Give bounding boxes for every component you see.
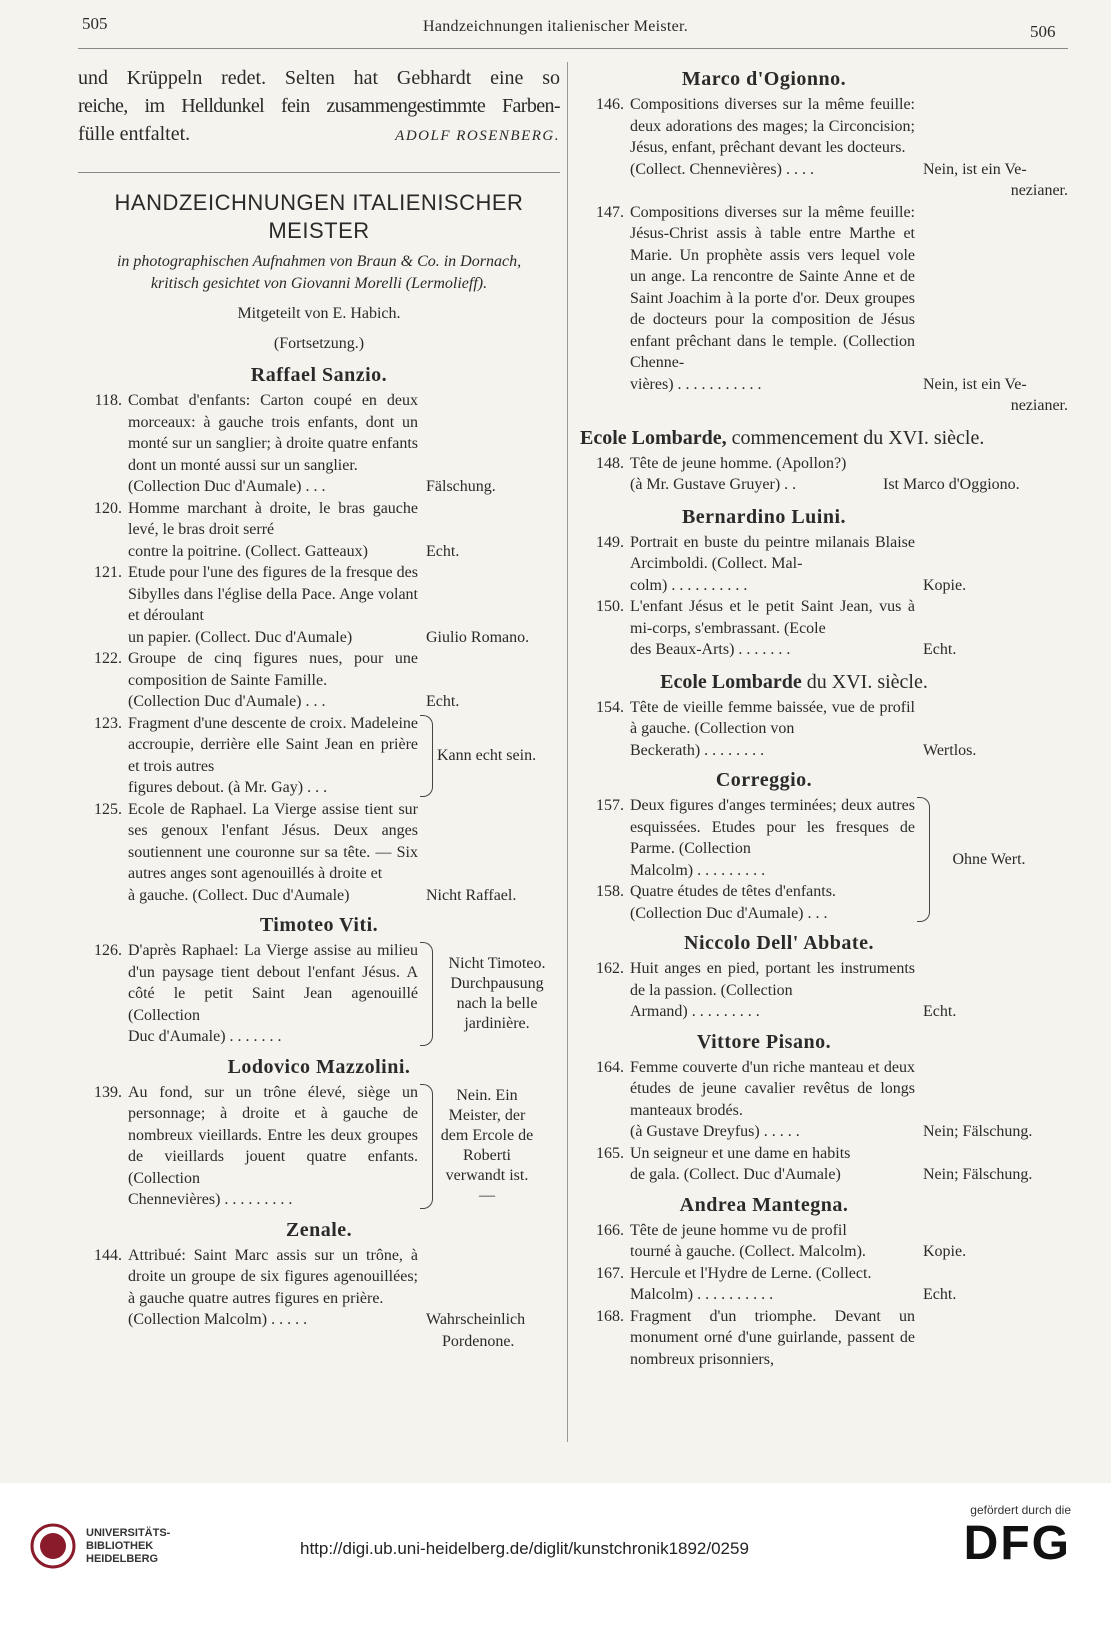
school-name: Ecole Lombarde, bbox=[580, 426, 727, 449]
left-page-number: 505 bbox=[82, 14, 108, 33]
entry-verdict: Echt. bbox=[923, 1003, 957, 1020]
entry-verdict: Echt. bbox=[426, 693, 460, 710]
library-logo[interactable] bbox=[30, 1523, 170, 1569]
entry-number: 164. bbox=[596, 1058, 624, 1076]
entry-verdict: Echt. bbox=[923, 1286, 957, 1303]
entry-verdict: nezianer. bbox=[1010, 397, 1068, 414]
column-divider bbox=[567, 62, 568, 1442]
entry-source: un papier. (Collect. Duc d'Aumale) bbox=[128, 628, 353, 646]
entry-source: (Collection Duc d'Aumale) . . . bbox=[128, 693, 326, 710]
entry-source: Malcolm) . . . . . . . . . . bbox=[630, 1286, 774, 1303]
library-name-line: BIBLIOTHEK bbox=[86, 1539, 154, 1552]
catalog-entry bbox=[78, 562, 560, 648]
entry-source: tourné à gauche. (Collect. Malcolm). bbox=[630, 1243, 866, 1260]
intro-line: reiche, im Helldunkel fein zusammengestimmte Farben- bbox=[78, 95, 560, 117]
article-subtitle: kritisch gesichtet von Giovanni Morelli (Lermolieff). bbox=[150, 275, 488, 292]
catalog-entry bbox=[580, 202, 1068, 417]
author-signature: ADOLF ROSENBERG. bbox=[395, 128, 560, 144]
entry-number: 150. bbox=[596, 598, 624, 615]
entry-verdict: Kopie. bbox=[923, 1243, 967, 1260]
entry-text: Au fond, sur un trône élevé, siège un personnage; à droite et à gauche de nombreux vieillards. Entre les deux groupes de vieillards jouent quatre enfants. (Collection bbox=[128, 1083, 418, 1187]
catalog-entry bbox=[580, 697, 1068, 762]
entry-verdict: Echt. bbox=[923, 641, 957, 658]
entry-text: Attribué: Saint Marc assis sur un trône, à droite un groupe de six figures agenouillées; à gauche quatre autres figures en prière. bbox=[128, 1246, 418, 1307]
entry-number: 139. bbox=[94, 1083, 122, 1101]
school-name: Ecole Lombarde bbox=[660, 670, 802, 693]
catalog-entry bbox=[580, 881, 915, 924]
entry-source: de gala. (Collect. Duc d'Aumale) bbox=[630, 1166, 841, 1183]
entry-verdict: Kann echt sein. bbox=[437, 746, 537, 764]
entry-text: Fragment d'une descente de croix. Madeleine accroupie, derrière elle Saint Jean en prière et trois autres bbox=[128, 714, 418, 775]
article-title: MEISTER bbox=[268, 218, 370, 243]
intro-line: fülle entfaltet. bbox=[78, 123, 191, 145]
entry-verdict: Ist Marco d'Oggiono. bbox=[883, 476, 1020, 493]
university-seal-icon bbox=[30, 1523, 76, 1569]
entry-verdict: Wertlos. bbox=[923, 741, 977, 759]
communicated-by: Mitgeteilt von E. Habich. bbox=[237, 305, 401, 322]
funded-by-text: gefördert durch die bbox=[970, 1503, 1071, 1517]
entry-source: à gauche. (Collect. Duc d'Aumale) bbox=[128, 886, 350, 904]
entry-source: figures debout. (à Mr. Gay) . . . bbox=[128, 779, 328, 796]
entry-verdict: Nein. Ein Meister, der dem Ercole de Roberti verwandt ist. — bbox=[440, 1087, 534, 1204]
entry-text: Tête de jeune homme vu de profil bbox=[630, 1221, 847, 1239]
entry-source: (Collection Duc d'Aumale) . . . bbox=[630, 904, 828, 922]
header-rule bbox=[78, 48, 1068, 49]
running-header: Handzeichnungen italienischer Meister. bbox=[423, 18, 689, 35]
entry-number: 157. bbox=[596, 797, 624, 814]
catalog-entry bbox=[78, 648, 560, 713]
entry-number: 167. bbox=[596, 1264, 624, 1282]
brace bbox=[420, 715, 433, 797]
catalog-entry bbox=[580, 596, 1068, 661]
article-subtitle: in photographischen Aufnahmen von Braun & Co. in Dornach, bbox=[116, 253, 522, 270]
artist-heading: Raffael Sanzio. bbox=[250, 364, 388, 386]
entry-verdict: Nicht Raffael. bbox=[426, 886, 517, 904]
entry-text: Compositions diverses sur la même feuille: Jésus-Christ assis à table entre Marthe et Marie. Un prophète assis vers lequel vole un ange. La rencontre de Sainte Anne et de Saint Joachim à la porte d'or. Deux groupes de docteurs pour la composition de Jésus enfant prêchant dans le temple. (Collection Chenne- bbox=[630, 203, 915, 371]
entry-verdict: Wahrscheinlich bbox=[426, 1311, 526, 1328]
entry-text: Tête de vieille femme baissée, vue de profil à gauche. (Collection von bbox=[630, 698, 915, 737]
left-column bbox=[78, 64, 560, 1352]
entry-text: Combat d'enfants: Carton coupé en deux morceaux: à gauche trois enfants, dont un monté sur un sanglier; à droite quatre enfants dont un monté aussi sur un sanglier. bbox=[128, 392, 418, 474]
entry-text: Deux figures d'anges terminées; deux autres esquissées. Etudes pour les fresques de Parme. (Collection bbox=[630, 797, 915, 857]
entry-verdict: Nein, ist ein Ve- bbox=[923, 375, 1027, 393]
library-name-line: HEIDELBERG bbox=[86, 1552, 159, 1565]
entry-source: (Collection Malcolm) . . . . . bbox=[128, 1311, 308, 1328]
catalog-entry bbox=[580, 1220, 1068, 1263]
entry-text: Groupe de cinq figures nues, pour une composition de Sainte Famille. bbox=[128, 650, 418, 689]
entry-source: contre la poitrine. (Collect. Gatteaux) bbox=[128, 542, 368, 560]
entry-text: Un seigneur et une dame en habits bbox=[630, 1144, 851, 1162]
entry-number: 144. bbox=[94, 1246, 122, 1264]
right-page-number: 506 bbox=[1030, 22, 1056, 41]
entry-text: L'enfant Jésus et le petit Saint Jean, vus à mi-corps, s'embrassant. (Ecole bbox=[630, 598, 915, 637]
catalog-entry bbox=[580, 94, 1068, 202]
entry-text: Tête de jeune homme. (Apollon?) bbox=[630, 454, 847, 472]
artist-heading: Bernardino Luini. bbox=[681, 505, 847, 528]
entry-text: Portrait en buste du peintre milanais Blaise Arcimboldi. (Collect. Mal- bbox=[630, 533, 915, 572]
catalog-entry bbox=[78, 1245, 560, 1353]
intro-line: und Krüppeln redet. Selten hat Gebhardt eine so bbox=[78, 67, 560, 89]
entry-text: Homme marchant à droite, le bras gauche levé, le bras droit serré bbox=[128, 499, 418, 538]
entry-text: Ecole de Raphael. La Vierge assise tient sur ses genoux l'enfant Jésus. Deux anges soutiennent une couronne sur sa tête. — Six autres anges sont agenouillés à droite et bbox=[128, 800, 418, 882]
entry-text: Huit anges en pied, portant les instruments de la passion. (Collection bbox=[630, 960, 915, 999]
artist-heading: Andrea Mantegna. bbox=[679, 1193, 849, 1216]
article-title: HANDZEICHNUNGEN ITALIENISCHER bbox=[114, 190, 524, 215]
entry-verdict: Echt. bbox=[426, 542, 460, 560]
brace bbox=[420, 1084, 433, 1209]
entry-source: (Collection Duc d'Aumale) . . . bbox=[128, 478, 326, 495]
entry-source: Malcolm) . . . . . . . . . bbox=[630, 861, 766, 879]
catalog-entry bbox=[580, 1306, 1068, 1371]
entry-text: Femme couverte d'un riche manteau et deux études de jeune cavalier revêtus de longs manteaux brodés. bbox=[630, 1058, 915, 1119]
brace bbox=[917, 797, 930, 922]
catalog-entry bbox=[580, 532, 1068, 597]
digitization-footer bbox=[0, 1483, 1111, 1626]
entry-source: colm) . . . . . . . . . . bbox=[630, 576, 748, 594]
entry-verdict: Kopie. bbox=[923, 576, 967, 594]
source-url[interactable]: http://digi.ub.uni-heidelberg.de/diglit/kunstchronik1892/0259 bbox=[300, 1539, 749, 1558]
entry-number: 165. bbox=[596, 1144, 624, 1162]
entry-number: 118. bbox=[94, 392, 122, 409]
entry-number: 149. bbox=[596, 533, 624, 551]
entry-text: D'après Raphael: La Vierge assise au milieu d'un paysage tient debout l'enfant Jésus. A côté le petit Saint Jean agenouillé (Collection bbox=[128, 942, 418, 1024]
entry-source: (Collect. Chennevières) . . . . bbox=[630, 160, 814, 178]
artist-heading: Timoteo Viti. bbox=[259, 914, 379, 936]
entry-source: (à Mr. Gustave Gruyer) . . bbox=[630, 476, 797, 493]
continued-note: (Fortsetzung.) bbox=[273, 334, 365, 352]
school-heading bbox=[580, 667, 1068, 697]
entry-verdict: Giulio Romano. bbox=[426, 628, 530, 646]
entry-verdict: Fälschung. bbox=[426, 478, 496, 495]
entry-verdict: Pordenone. bbox=[442, 1332, 515, 1350]
catalog-entry bbox=[78, 713, 560, 799]
entry-text: Etude pour l'une des figures de la fresque des Sibylles dans l'église della Pace. Ange volant et déroulant bbox=[128, 564, 418, 624]
entry-text: Quatre études de têtes d'enfants. bbox=[630, 883, 836, 900]
catalog-entry bbox=[78, 498, 560, 563]
library-name-line: UNIVERSITÄTS- bbox=[86, 1526, 171, 1539]
catalog-entry bbox=[580, 1143, 1068, 1186]
entry-number: 146. bbox=[596, 96, 624, 113]
catalog-entry bbox=[580, 958, 1068, 1023]
entry-text: Fragment d'un triomphe. Devant un monument orné d'une guirlande, passent de nombreux prisonniers, bbox=[630, 1307, 915, 1368]
entry-number: 162. bbox=[596, 960, 624, 977]
entry-number: 121. bbox=[94, 564, 122, 581]
artist-heading: Niccolo Dell' Abbate. bbox=[684, 932, 874, 954]
school-period: du XVI. siècle. bbox=[806, 670, 928, 693]
entry-source: des Beaux-Arts) . . . . . . . bbox=[630, 641, 791, 658]
catalog-entry bbox=[78, 799, 560, 907]
artist-heading: Zenale. bbox=[285, 1218, 353, 1241]
entry-number: 168. bbox=[596, 1307, 624, 1325]
entry-number: 148. bbox=[596, 454, 624, 472]
entry-number: 158. bbox=[596, 883, 624, 900]
entry-number: 147. bbox=[596, 203, 624, 221]
entry-source: vières) . . . . . . . . . . . bbox=[630, 375, 762, 393]
entry-verdict: Nein, ist ein Ve- bbox=[923, 160, 1027, 178]
intro-paragraph bbox=[78, 64, 560, 150]
entry-number: 123. bbox=[94, 714, 122, 732]
entry-verdict: nezianer. bbox=[1010, 182, 1068, 199]
entry-number: 125. bbox=[94, 800, 122, 818]
catalog-entry bbox=[580, 1057, 1068, 1143]
entry-number: 120. bbox=[94, 499, 122, 517]
entry-source: Armand) . . . . . . . . . bbox=[630, 1003, 760, 1020]
entry-verdict: Ohne Wert. bbox=[952, 850, 1026, 868]
entry-text: Hercule et l'Hydre de Lerne. (Collect. bbox=[630, 1264, 872, 1282]
catalog-entry bbox=[580, 795, 915, 881]
artist-heading: Correggio. bbox=[715, 769, 813, 791]
artist-heading: Vittore Pisano. bbox=[696, 1030, 832, 1053]
right-column bbox=[580, 64, 1068, 1370]
entry-source: (à Gustave Dreyfus) . . . . . bbox=[630, 1123, 800, 1140]
entry-verdict: Nicht Timoteo. Durchpausung nach la belle jardinière. bbox=[448, 954, 546, 1032]
entry-number: 126. bbox=[94, 942, 122, 959]
brace bbox=[420, 942, 433, 1046]
artist-heading: Lodovico Mazzolini. bbox=[227, 1055, 411, 1078]
dfg-wordmark: DFG bbox=[963, 1517, 1071, 1570]
catalog-entry bbox=[580, 1263, 1068, 1306]
catalog-entry bbox=[580, 453, 1068, 496]
entry-source: Chennevières) . . . . . . . . . bbox=[128, 1191, 293, 1208]
catalog-entry bbox=[78, 1082, 560, 1211]
entry-source: Duc d'Aumale) . . . . . . . bbox=[128, 1028, 282, 1045]
bracketed-entries bbox=[580, 795, 1068, 924]
entry-number: 154. bbox=[596, 698, 624, 716]
section-rule bbox=[78, 172, 560, 173]
entry-source: Beckerath) . . . . . . . . bbox=[630, 741, 765, 759]
entry-number: 122. bbox=[94, 650, 122, 667]
school-period: commencement du XVI. siècle. bbox=[731, 426, 985, 449]
school-heading bbox=[580, 423, 1068, 453]
entry-verdict: Nein; Fälschung. bbox=[923, 1166, 1033, 1183]
catalog-entry bbox=[78, 390, 560, 498]
dfg-logo[interactable] bbox=[964, 1503, 1071, 1571]
artist-heading: Marco d'Ogionno. bbox=[681, 68, 847, 90]
entry-verdict: Nein; Fälschung. bbox=[923, 1123, 1033, 1140]
catalog-entry bbox=[78, 940, 560, 1048]
entry-number: 166. bbox=[596, 1221, 624, 1239]
entry-text: Compositions diverses sur la même feuille: deux adorations des mages; la Circoncision; Jésus, enfant, prêchant devant les docteurs. bbox=[630, 96, 915, 156]
